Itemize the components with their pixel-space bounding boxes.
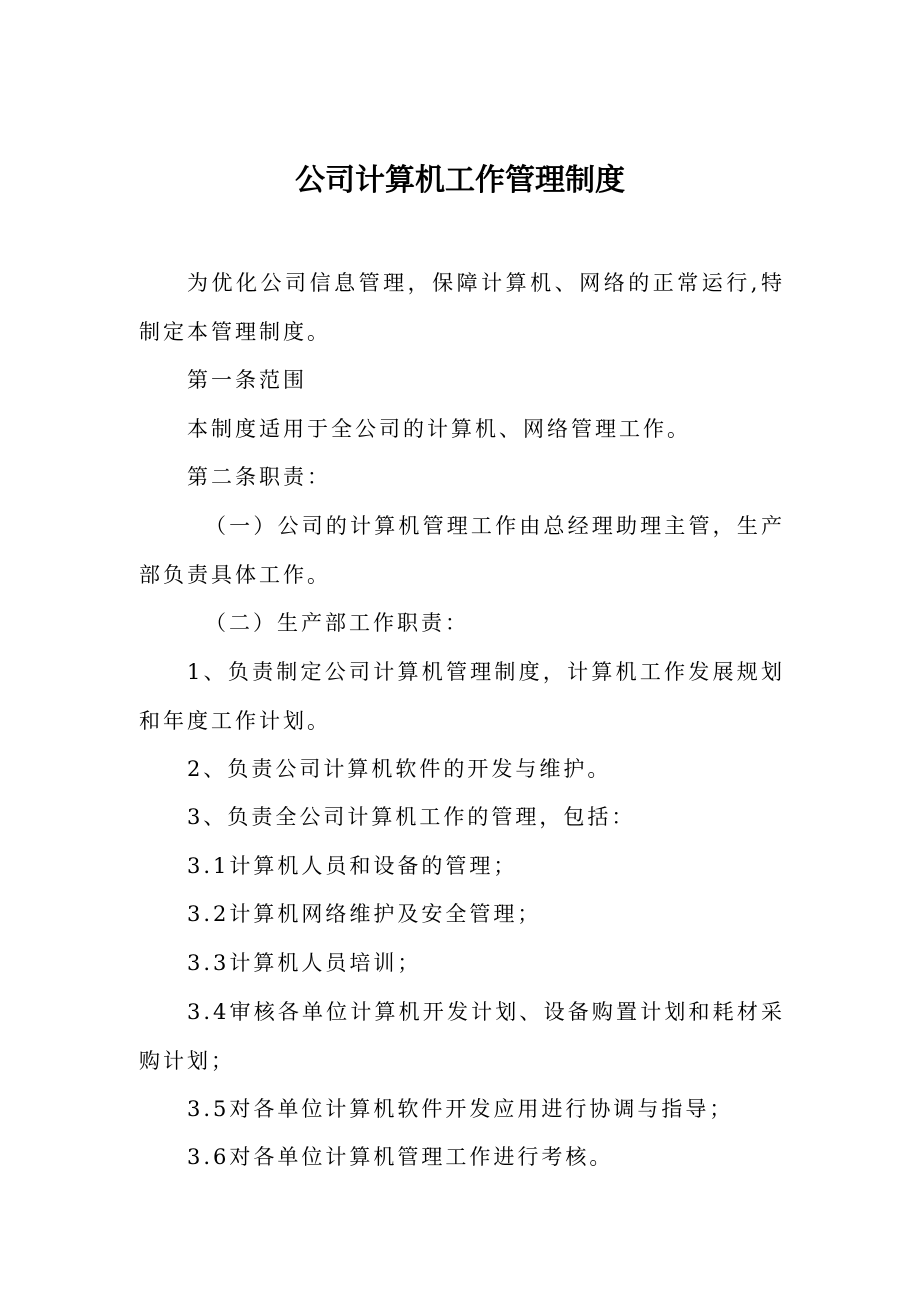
article-2-heading: 第二条职责： <box>187 465 331 489</box>
duty-subitem-3-4: 3.4审核各单位计算机开发计划、设备购置计划和耗材采购计划； <box>139 1000 785 1073</box>
duty-subitem-3-5: 3.5对各单位计算机软件开发应用进行协调与指导； <box>187 1097 734 1121</box>
intro-paragraph: 为优化公司信息管理，保障计算机、网络的正常运行,特制定本管理制度。 <box>139 271 785 344</box>
duty-subitem-3-2: 3.2计算机网络维护及安全管理； <box>187 902 542 926</box>
duty-item-3: 3、负责全公司计算机工作的管理，包括： <box>187 805 636 829</box>
duty-item-2: 2、负责公司计算机软件的开发与维护。 <box>187 757 612 781</box>
duty-subitem-3-3: 3.3计算机人员培训； <box>187 951 422 975</box>
duty-item-1: 1、负责制定公司计算机管理制度，计算机工作发展规划和年度工作计划。 <box>139 660 785 733</box>
responsibility-item-1: （一）公司的计算机管理工作由总经理助理主管，生产部负责具体工作。 <box>139 514 785 587</box>
article-1-scope-text: 本制度适用于全公司的计算机、网络管理工作。 <box>187 417 691 441</box>
document-title: 公司计算机工作管理制度 <box>295 163 625 198</box>
article-1-heading: 第一条范围 <box>187 368 307 392</box>
duty-subitem-3-1: 3.1计算机人员和设备的管理； <box>187 854 518 878</box>
duty-subitem-3-6: 3.6对各单位计算机管理工作进行考核。 <box>187 1145 614 1169</box>
responsibility-item-2-heading: （二）生产部工作职责： <box>205 611 469 635</box>
